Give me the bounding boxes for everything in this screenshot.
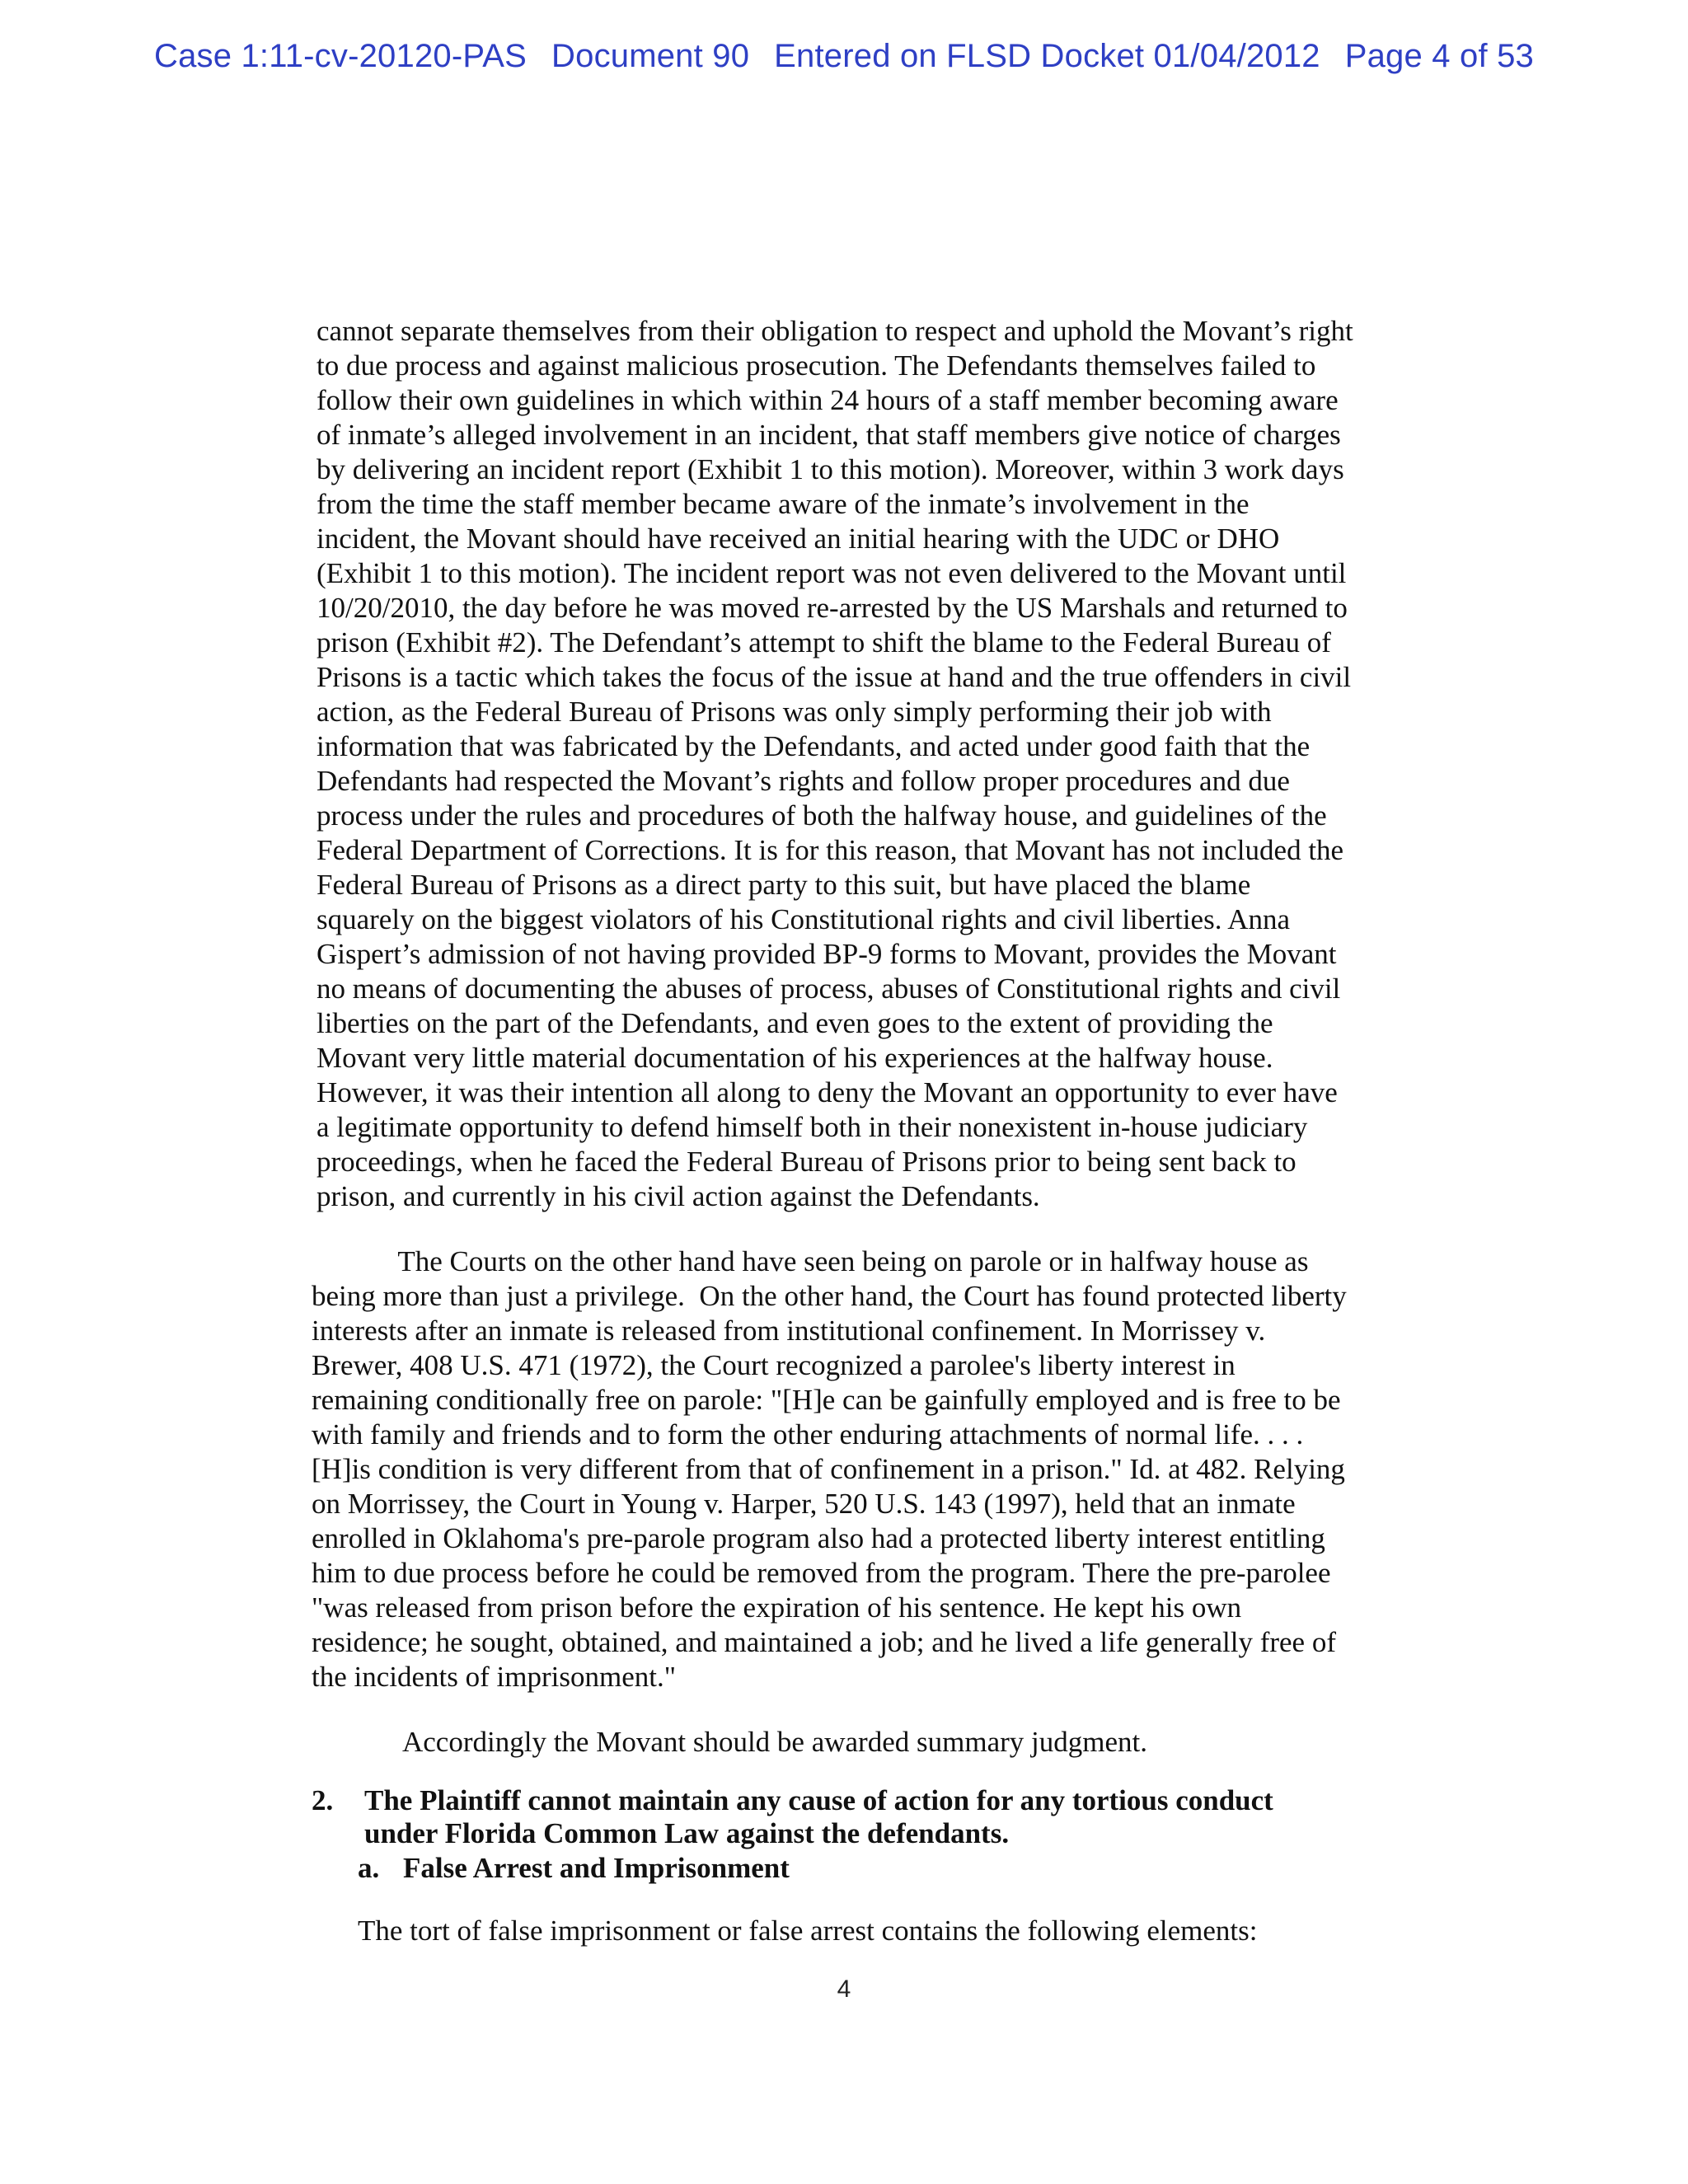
page-number: 4 bbox=[837, 1975, 851, 2003]
text-line: proceedings, when he faced the Federal Bureau of Prisons prior to being sent back to bbox=[316, 1146, 1296, 1178]
text-line: a legitimate opportunity to defend himself both in their nonexistent in-house judiciary bbox=[316, 1111, 1308, 1143]
text-line: of inmate’s alleged involvement in an incident, that staff members give notice of charges bbox=[316, 419, 1341, 451]
text-line: Gispert’s admission of not having provided BP-9 forms to Movant, provides the Movant bbox=[316, 938, 1337, 970]
page-count: Page 4 of 53 bbox=[1344, 38, 1534, 74]
text-line: the incidents of imprisonment." bbox=[312, 1661, 676, 1693]
subsection-heading-a bbox=[358, 1852, 790, 1885]
text-line: prison, and currently in his civil action against the Defendants. bbox=[316, 1180, 1040, 1212]
paragraph-2 bbox=[312, 1244, 1416, 1694]
section-number: 2. bbox=[312, 1784, 334, 1816]
paragraph-3 bbox=[402, 1725, 1391, 1760]
text-line: Federal Bureau of Prisons as a direct party to this suit, but have placed the blame bbox=[316, 869, 1251, 901]
paragraph-3-text: Accordingly the Movant should be awarded summary judgment. bbox=[402, 1726, 1147, 1758]
subsection-title: False Arrest and Imprisonment bbox=[403, 1852, 790, 1884]
subsection-letter: a. bbox=[358, 1852, 380, 1884]
paragraph-1 bbox=[316, 314, 1421, 1214]
text-line: "was released from prison before the expiration of his sentence. He kept his own bbox=[312, 1591, 1242, 1624]
text-line: information that was fabricated by the Defendants, and acted under good faith that the bbox=[316, 730, 1311, 762]
text-line: incident, the Movant should have received an initial hearing with the UDC or DHO bbox=[316, 523, 1280, 555]
text-line: on Morrissey, the Court in Young v. Harper, 520 U.S. 143 (1997), held that an inmate bbox=[312, 1488, 1296, 1520]
text-line: remaining conditionally free on parole: "[H]e can be gainfully employed and is free to be bbox=[312, 1384, 1341, 1416]
paragraph-4: The tort of false imprisonment or false arrest contains the following elements: bbox=[358, 1915, 1258, 1947]
docket-header bbox=[0, 38, 1688, 75]
text-line: process under the rules and procedures of both the halfway house, and guidelines of the bbox=[316, 799, 1327, 832]
text-line: prison (Exhibit #2). The Defendant’s attempt to shift the blame to the Federal Bureau of bbox=[316, 626, 1331, 658]
text-line: 10/20/2010, the day before he was moved re-arrested by the US Marshals and returned to bbox=[316, 592, 1348, 624]
text-line: from the time the staff member became aware of the inmate’s involvement in the bbox=[316, 488, 1250, 520]
section-heading-line-2: under Florida Common Law against the defendants. bbox=[364, 1817, 1010, 1849]
text-line: follow their own guidelines in which within 24 hours of a staff member becoming aware bbox=[316, 384, 1339, 416]
text-line: to due process and against malicious prosecution. The Defendants themselves failed to bbox=[316, 349, 1316, 382]
text-line: liberties on the part of the Defendants, and even goes to the extent of providing the bbox=[316, 1007, 1273, 1039]
text-line: no means of documenting the abuses of process, abuses of Constitutional rights and civil bbox=[316, 972, 1341, 1005]
text-line: with family and friends and to form the other enduring attachments of normal life. . . . bbox=[312, 1418, 1304, 1451]
text-line: residence; he sought, obtained, and maintained a job; and he lived a life generally free of bbox=[312, 1626, 1336, 1658]
text-line: squarely on the biggest violators of his Constitutional rights and civil liberties. Anna bbox=[316, 903, 1291, 935]
text-line: cannot separate themselves from their obligation to respect and uphold the Movant’s right bbox=[316, 315, 1353, 347]
text-line: Federal Department of Corrections. It is for this reason, that Movant has not included the bbox=[316, 834, 1344, 866]
text-line: by delivering an incident report (Exhibit 1 to this motion). Moreover, within 3 work days bbox=[316, 453, 1344, 485]
case-number: Case 1:11-cv-20120-PAS bbox=[153, 38, 528, 74]
text-line: The Courts on the other hand have seen being on parole or in halfway house as bbox=[312, 1245, 1309, 1277]
text-line: Defendants had respected the Movant’s rights and follow proper procedures and due bbox=[316, 765, 1290, 797]
text-line: being more than just a privilege. On the other hand, the Court has found protected liberty bbox=[312, 1280, 1347, 1312]
section-heading-2 bbox=[312, 1784, 1273, 1817]
section-heading-line-1: The Plaintiff cannot maintain any cause of action for any tortious conduct bbox=[364, 1784, 1273, 1816]
section-heading-2-continued bbox=[364, 1817, 1009, 1850]
text-line: However, it was their intention all along to deny the Movant an opportunity to ever have bbox=[316, 1076, 1338, 1108]
document-number: Document 90 bbox=[551, 38, 750, 74]
text-line: enrolled in Oklahoma's pre-parole program also had a protected liberty interest entitling bbox=[312, 1522, 1325, 1554]
text-line: Brewer, 408 U.S. 471 (1972), the Court recognized a parolee's liberty interest in bbox=[312, 1349, 1236, 1381]
text-line: action, as the Federal Bureau of Prisons was only simply performing their job with bbox=[316, 696, 1272, 728]
text-line: interests after an inmate is released from institutional confinement. In Morrissey v. bbox=[312, 1315, 1266, 1347]
text-line: Movant very little material documentation of his experiences at the halfway house. bbox=[316, 1042, 1273, 1074]
text-line: Prisons is a tactic which takes the focus of the issue at hand and the true offenders in civil bbox=[316, 661, 1352, 693]
text-line: him to due process before he could be removed from the program. There the pre-parolee bbox=[312, 1557, 1331, 1589]
text-line: [H]is condition is very different from that of confinement in a prison." Id. at 482. Relying bbox=[312, 1453, 1345, 1485]
text-line: (Exhibit 1 to this motion). The incident report was not even delivered to the Movant until bbox=[316, 557, 1347, 589]
entered-date: Entered on FLSD Docket 01/04/2012 bbox=[774, 38, 1320, 74]
